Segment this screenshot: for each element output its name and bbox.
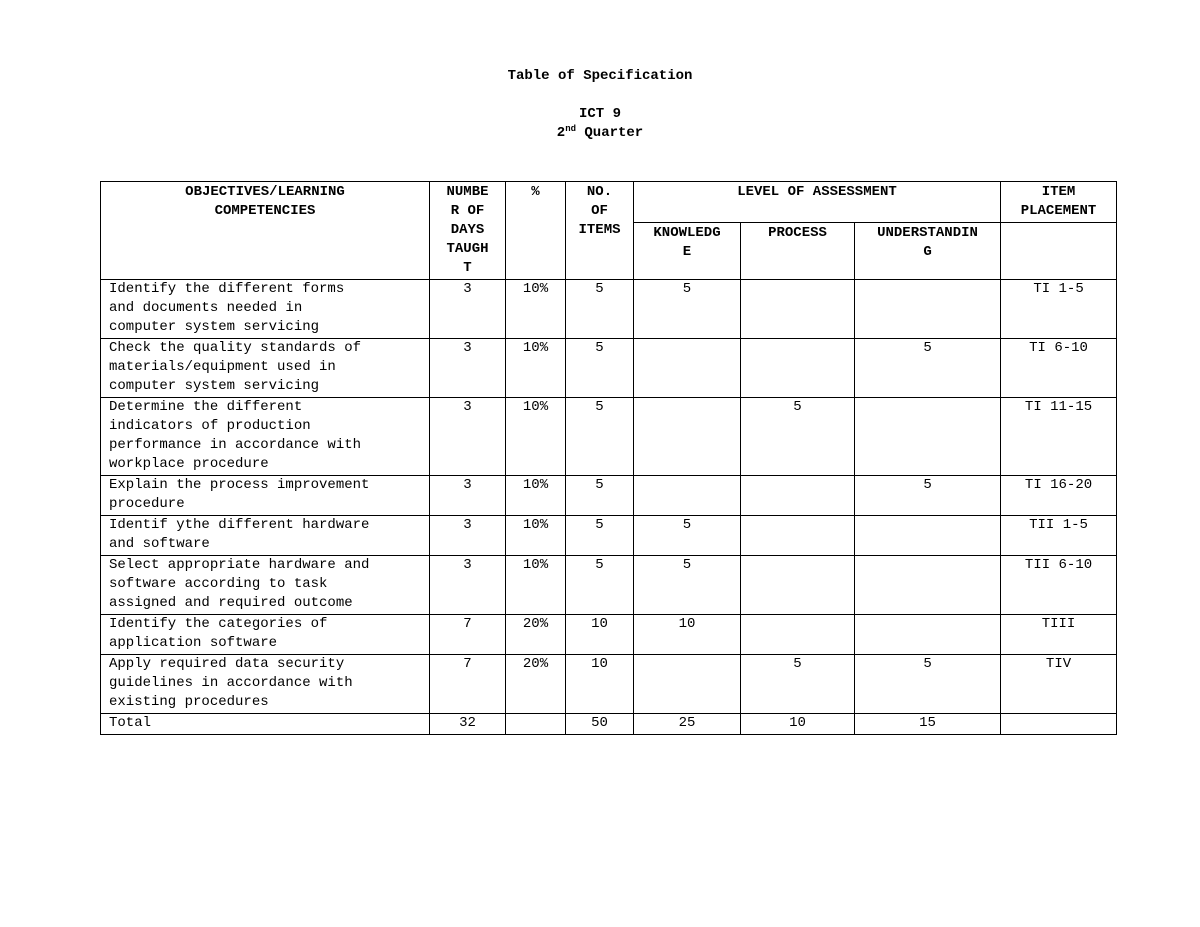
placement-cell: TI 11-15 [1001,398,1117,476]
total-understanding-cell: 15 [855,714,1001,735]
total-row [101,714,1117,735]
table-row [101,280,1117,339]
understanding-cell [855,615,1001,655]
items-cell: 5 [566,516,634,556]
objective-cell: Select appropriate hardware and software according to task assigned and required outcome [101,556,430,615]
understanding-cell [855,280,1001,339]
percent-cell: 20% [506,655,566,714]
days-cell: 3 [430,280,506,339]
objective-cell: Identify the different forms and documents needed in computer system servicing [101,280,430,339]
days-cell: 3 [430,339,506,398]
objective-cell: Identif ythe different hardware and software [101,516,430,556]
table-row [101,398,1117,476]
quarter-word: Quarter [576,125,644,141]
process-cell [741,516,855,556]
days-cell: 3 [430,516,506,556]
days-cell: 3 [430,476,506,516]
document-subject: ICT 9 [578,106,621,122]
objective-cell: Explain the process improvement procedure [101,476,430,516]
knowledge-cell: 10 [634,615,741,655]
total-items-cell: 50 [566,714,634,735]
total-days-cell: 32 [430,714,506,735]
table-row [101,655,1117,714]
process-cell [741,615,855,655]
header-objectives: OBJECTIVES/LEARNING COMPETENCIES [101,182,430,280]
percent-cell: 10% [506,398,566,476]
objective-cell: Identify the categories of application software [101,615,430,655]
quarter-number: 2 [556,125,566,141]
objective-cell: Determine the different indicators of production performance in accordance with workplace procedure [101,398,430,476]
percent-cell: 10% [506,476,566,516]
header-number-of-items: NO. OF ITEMS [566,182,634,280]
header-process: PROCESS [741,223,855,280]
placement-cell: TIII [1001,615,1117,655]
items-cell: 5 [566,556,634,615]
understanding-cell: 5 [855,339,1001,398]
understanding-cell: 5 [855,655,1001,714]
knowledge-cell: 5 [634,516,741,556]
items-cell: 5 [566,280,634,339]
quarter-ordinal-suffix: nd [565,124,576,134]
items-cell: 5 [566,339,634,398]
percent-cell: 10% [506,556,566,615]
understanding-cell [855,398,1001,476]
knowledge-cell [634,398,741,476]
table-row [101,339,1117,398]
understanding-cell [855,556,1001,615]
knowledge-cell [634,339,741,398]
header-row-top [101,182,1117,223]
total-percent-cell [506,714,566,735]
percent-cell: 20% [506,615,566,655]
header-knowledge: KNOWLEDG E [634,223,741,280]
header-days-taught: NUMBE R OF DAYS TAUGH T [430,182,506,280]
knowledge-cell: 5 [634,280,741,339]
process-cell: 5 [741,655,855,714]
percent-cell: 10% [506,516,566,556]
days-cell: 7 [430,615,506,655]
days-cell: 7 [430,655,506,714]
placement-cell: TI 1-5 [1001,280,1117,339]
specification-table [100,181,1117,735]
header-level-of-assessment: LEVEL OF ASSESSMENT [634,182,1001,223]
process-cell [741,339,855,398]
document-quarter [0,125,1200,141]
items-cell: 10 [566,655,634,714]
days-cell: 3 [430,556,506,615]
items-cell: 5 [566,398,634,476]
total-knowledge-cell: 25 [634,714,741,735]
days-cell: 3 [430,398,506,476]
document-title: Table of Specification [507,68,693,84]
understanding-cell [855,516,1001,556]
placement-cell: TII 1-5 [1001,516,1117,556]
items-cell: 10 [566,615,634,655]
percent-cell: 10% [506,280,566,339]
header-item-placement: ITEM PLACEMENT [1001,182,1117,223]
process-cell [741,280,855,339]
header-percent: % [506,182,566,280]
header-understanding: UNDERSTANDIN G [855,223,1001,280]
items-cell: 5 [566,476,634,516]
objective-cell: Check the quality standards of materials/equipment used in computer system servicing [101,339,430,398]
total-process-cell: 10 [741,714,855,735]
understanding-cell: 5 [855,476,1001,516]
percent-cell: 10% [506,339,566,398]
total-placement-cell [1001,714,1117,735]
process-cell: 5 [741,398,855,476]
table-row [101,516,1117,556]
knowledge-cell: 5 [634,556,741,615]
knowledge-cell [634,476,741,516]
table-row [101,476,1117,516]
table-row [101,556,1117,615]
placement-cell: TI 6-10 [1001,339,1117,398]
placement-cell: TII 6-10 [1001,556,1117,615]
placement-cell: TIV [1001,655,1117,714]
table-row [101,615,1117,655]
process-cell [741,476,855,516]
knowledge-cell [634,655,741,714]
header-placement-empty [1001,223,1117,280]
placement-cell: TI 16-20 [1001,476,1117,516]
total-label-cell: Total [101,714,430,735]
objective-cell: Apply required data security guidelines in accordance with existing procedures [101,655,430,714]
process-cell [741,556,855,615]
